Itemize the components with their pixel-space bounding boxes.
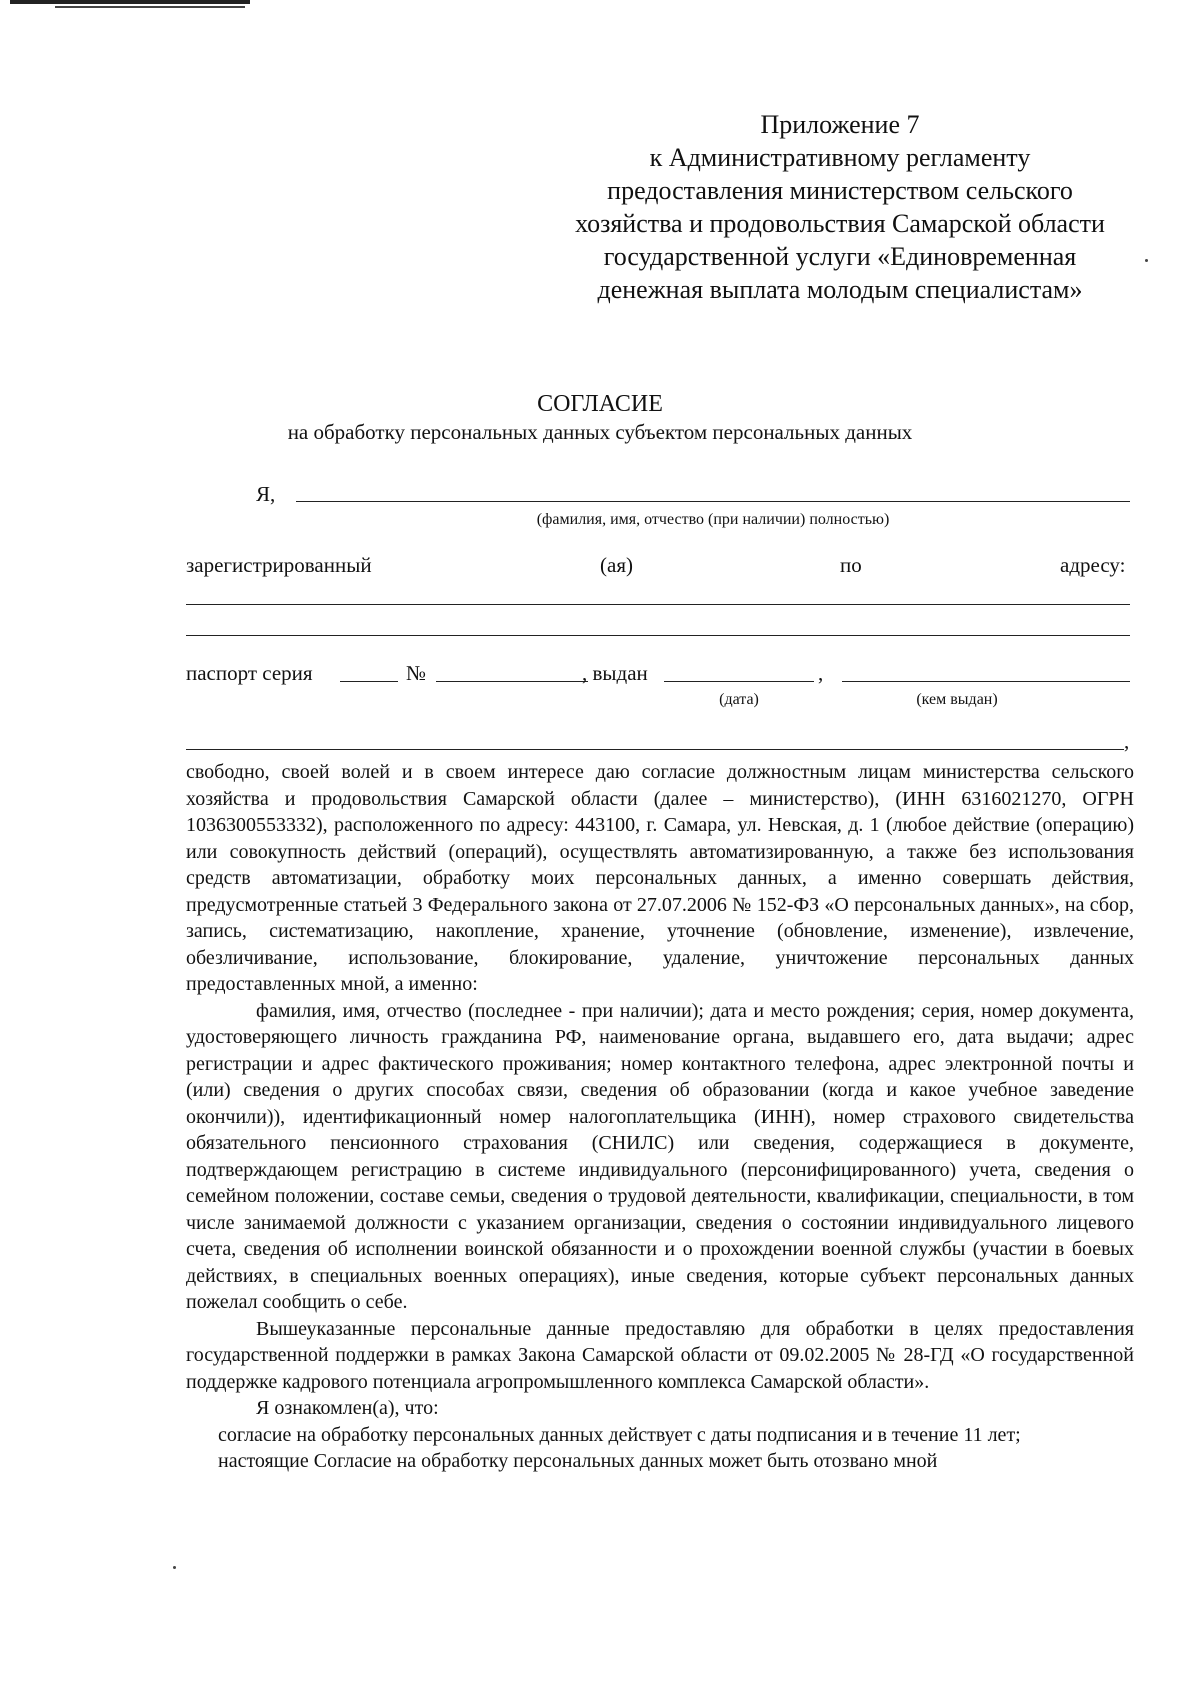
consent-paragraph-1: свободно, своей волей и в своем интересе даю согласие должностным лицам министерства сельского хозяйства и продовольствия Самарской области (далее – министерство), (ИНН 6316021270, ОГРН 1036300553332), расположенного по адресу: 443100, г. Самара, ул. Невская, д. 1 (любое действие (операцию) или совокупность действий (операций), осуществлять автоматизированную, а также без использования средств автоматизации, обработку моих персональных данных, а именно совершать действия, предусмотренные статьей 3 Федерального закона от 27.07.2006 № 152-ФЗ «О персональных данных», на сбор, запись, систематизацию, накопление, хранение, уточнение (обновление, изменение), извлечение, обезличивание, использование, блокирование, удаление, уничтожение персональных данных предоставленных мной, а именно: (186, 761, 1134, 995)
scan-speck (1145, 259, 1148, 262)
i-label: Я, (256, 482, 276, 506)
consent-item-1: согласие на обработку персональных данных действует с даты подписания и в течение 11 лет; (218, 1423, 1021, 1446)
appendix-line-5: государственной услуги «Единовременная (603, 242, 1077, 271)
appendix-line-2: к Административному регламенту (649, 143, 1031, 172)
scan-edge-mark (10, 0, 250, 4)
consent-paragraph-2: фамилия, имя, отчество (последнее - при наличии); дата и место рождения; серия, номер документа, удостоверяющего личность гражданина РФ, наименование органа, выдавшего его, дата выдачи; адрес регистрации и адрес фактического проживания; номер контактного телефона, адрес электронной почты и (или) сведения о других способах связи, сведения об образовании (когда и какое учебное заведение окончили)), идентификационный номер налогоплательщика (ИНН), номер страхового свидетельства обязательного пенсионного страхования (СНИЛС) или сведения, содержащиеся в документе, подтверждающем регистрацию в системе индивидуального (персонифицированного) учета, сведения о семейном положении, составе семьи, сведения о трудовой деятельности, квалификации, специальности, в том числе занимаемой должности с указанием организации, сведения о состоянии индивидуального лицевого счета, сведения об исполнении воинской обязанности и о прохождении военной службы (участии в боевых действиях, в специальных военных операциях), иные сведения, которые субъект персональных данных пожелал сообщить о себе. (186, 999, 1134, 1313)
fio-hint: (фамилия, имя, отчество (при наличии) полностью) (536, 511, 890, 528)
passport-number-field[interactable] (436, 681, 588, 682)
fio-field-line[interactable] (296, 501, 1130, 502)
registered-ending: (ая) (600, 553, 633, 577)
address-field-line-2[interactable] (186, 635, 1130, 636)
scan-edge-mark-2 (55, 6, 245, 8)
registered-by: по (840, 553, 862, 577)
issuer-hint: (кем выдан) (916, 691, 998, 708)
consent-paragraph-3: Вышеуказанные персональные данные предоставляю для обработки в целях предоставления государственной поддержки в рамках Закона Самарской области от 09.02.2005 № 28-ГД «О государственной поддержке кадрового потенциала агропромышленного комплекса Самарской области». (186, 1317, 1134, 1393)
address-field-line-1[interactable] (186, 604, 1130, 605)
passport-issued-label: , выдан (582, 661, 648, 685)
appendix-line-4: хозяйства и продовольствия Самарской области (575, 209, 1105, 238)
scan-speck-2 (173, 1566, 176, 1569)
appendix-line-6: денежная выплата молодым специалистам» (597, 275, 1083, 304)
document-title: СОГЛАСИЕ (537, 391, 663, 417)
consent-body (186, 759, 1134, 1475)
issuer-continuation-line[interactable] (186, 749, 1124, 750)
document-subtitle: на обработку персональных данных субъектом персональных данных (287, 420, 913, 444)
appendix-line-3: предоставления министерством сельского (607, 176, 1073, 205)
appendix-header (540, 108, 1140, 306)
passport-date-field[interactable] (664, 681, 814, 682)
appendix-line-1: Приложение 7 (760, 110, 920, 139)
registered-address-word: адресу: (1060, 553, 1126, 577)
consent-item-2: настоящие Согласие на обработку персональных данных может быть отозвано мной (218, 1450, 938, 1472)
registered-word: зарегистрированный (186, 553, 372, 577)
passport-number-label: № (406, 661, 427, 685)
trailing-comma: , (1124, 729, 1130, 753)
date-hint: (дата) (719, 691, 759, 708)
consent-paragraph-4: Я ознакомлен(а), что: (256, 1397, 439, 1419)
passport-comma: , (818, 661, 824, 685)
passport-issuer-field[interactable] (842, 681, 1130, 682)
passport-label: паспорт серия (186, 661, 313, 685)
passport-series-field[interactable] (340, 681, 398, 682)
